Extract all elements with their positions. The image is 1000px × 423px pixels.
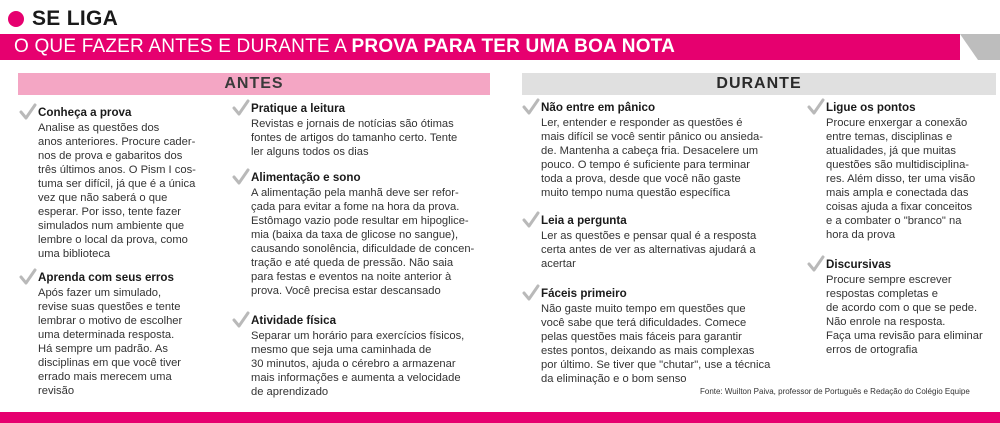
tip-heading: Pratique a leitura (251, 102, 346, 115)
tip-heading: Não entre em pânico (541, 101, 656, 114)
tip-item (38, 106, 218, 261)
section-header-durante: DURANTE (522, 73, 996, 95)
tip-item (826, 258, 996, 357)
check-mark-icon (522, 98, 540, 116)
tip-item (38, 271, 218, 398)
source-credit: Fonte: Wuilton Paiva, professor de Português e Redação do Colégio Equipe (700, 387, 970, 396)
tip-item (251, 314, 491, 399)
tip-text: Após fazer um simulado, revise suas questões e tente lembrar o motivo de escolher uma determinada resposta. Há sempre um padrão. As disciplinas em que você tiver errado mais merecem uma revisão (38, 287, 183, 397)
tip-text: Analise as questões dos anos anteriores. Procure cader- nos de prova e gabaritos dos três últimos anos. O Pism I cos- tuma ser difícil, já que é a única vez que não saberá o que esperar. Por isso, tente fazer simulados num ambiente que lembre o local da prova, como uma biblioteca (38, 122, 196, 260)
tip-heading: Leia a pergunta (541, 214, 627, 227)
check-mark-icon (232, 311, 250, 329)
tip-heading: Ligue os pontos (826, 101, 916, 114)
tip-text: Procure enxergar a conexão entre temas, disciplinas e atualidades, já que muitas questões são multidisciplina- res. Além disso, ter uma visão mais ampla e conectada das coisas ajuda a fixar conceitos e a combater o "branco" na hora da prova (826, 117, 976, 241)
check-mark-icon (522, 211, 540, 229)
title-bar (0, 34, 960, 60)
tip-item (541, 214, 781, 271)
brand-label: SE LIGA (32, 7, 119, 30)
tip-heading: Fáceis primeiro (541, 287, 627, 300)
section-header-antes: ANTES (18, 73, 490, 95)
tip-text: Revistas e jornais de notícias são ótimas fontes de artigos do tamanho certo. Tente ler alguns todos os dias (251, 118, 458, 158)
check-mark-icon (19, 103, 37, 121)
tip-heading: Aprenda com seus erros (38, 271, 174, 284)
tip-item (541, 287, 781, 386)
check-mark-icon (19, 268, 37, 286)
check-mark-icon (807, 98, 825, 116)
brand-header (8, 7, 118, 31)
title-bold: PROVA PARA TER UMA BOA NOTA (351, 36, 675, 57)
bottom-bar (0, 412, 1000, 423)
tip-text: Não gaste muito tempo em questões que você sabe que terá dificuldades. Comece pelas questões mais fáceis para garantir estes pontos, deixando as mais complexas por último. Se tiver que "chutar", use a técnica da eliminação e o bom senso (541, 303, 771, 385)
check-mark-icon (232, 99, 250, 117)
title-bar-tail (960, 34, 1000, 60)
tip-item (541, 101, 781, 200)
tip-text: Ler as questões e pensar qual é a resposta certa antes de ver as alternativas ajudará a acertar (541, 230, 757, 270)
tip-text: Ler, entender e responder as questões é mais difícil se você sentir pânico ou ansieda- de. Mantenha a cabeça fria. Desacelere um pouco. O tempo é suficiente para terminar toda a prova, desde que você não gaste muito tempo numa questão específica (541, 117, 763, 199)
tip-heading: Alimentação e sono (251, 171, 361, 184)
tip-text: A alimentação pela manhã deve ser refor- çada para evitar a fome na hora da prova. Estômago vazio pode resultar em hipoglice- mia (baixa da taxa de glicose no sangue), causando sonolência, dificuldade de concen- tração e até queda de pressão. Não saia para festas e eventos na noite anterior à prova. Você precisa estar descansado (251, 187, 475, 297)
tip-item (251, 171, 491, 298)
tip-text: Procure sempre escrever respostas completas e de acordo com o que se pede. Não enrole na resposta. Faça uma revisão para eliminar erros de ortografia (826, 274, 983, 356)
tip-heading: Discursivas (826, 258, 892, 271)
brand-dot-icon (8, 11, 24, 27)
tip-heading: Atividade física (251, 314, 337, 327)
check-mark-icon (232, 168, 250, 186)
title-prefix: O QUE FAZER ANTES E DURANTE A (14, 36, 352, 57)
tip-item (826, 101, 996, 242)
page-title (14, 36, 675, 58)
tip-heading: Conheça a prova (38, 106, 132, 119)
tip-text: Separar um horário para exercícios físicos, mesmo que seja uma caminhada de 30 minutos, ajuda o cérebro a armazenar mais informações e aumenta a velocidade de aprendizado (251, 330, 465, 398)
tip-item (251, 102, 491, 159)
check-mark-icon (807, 255, 825, 273)
check-mark-icon (522, 284, 540, 302)
